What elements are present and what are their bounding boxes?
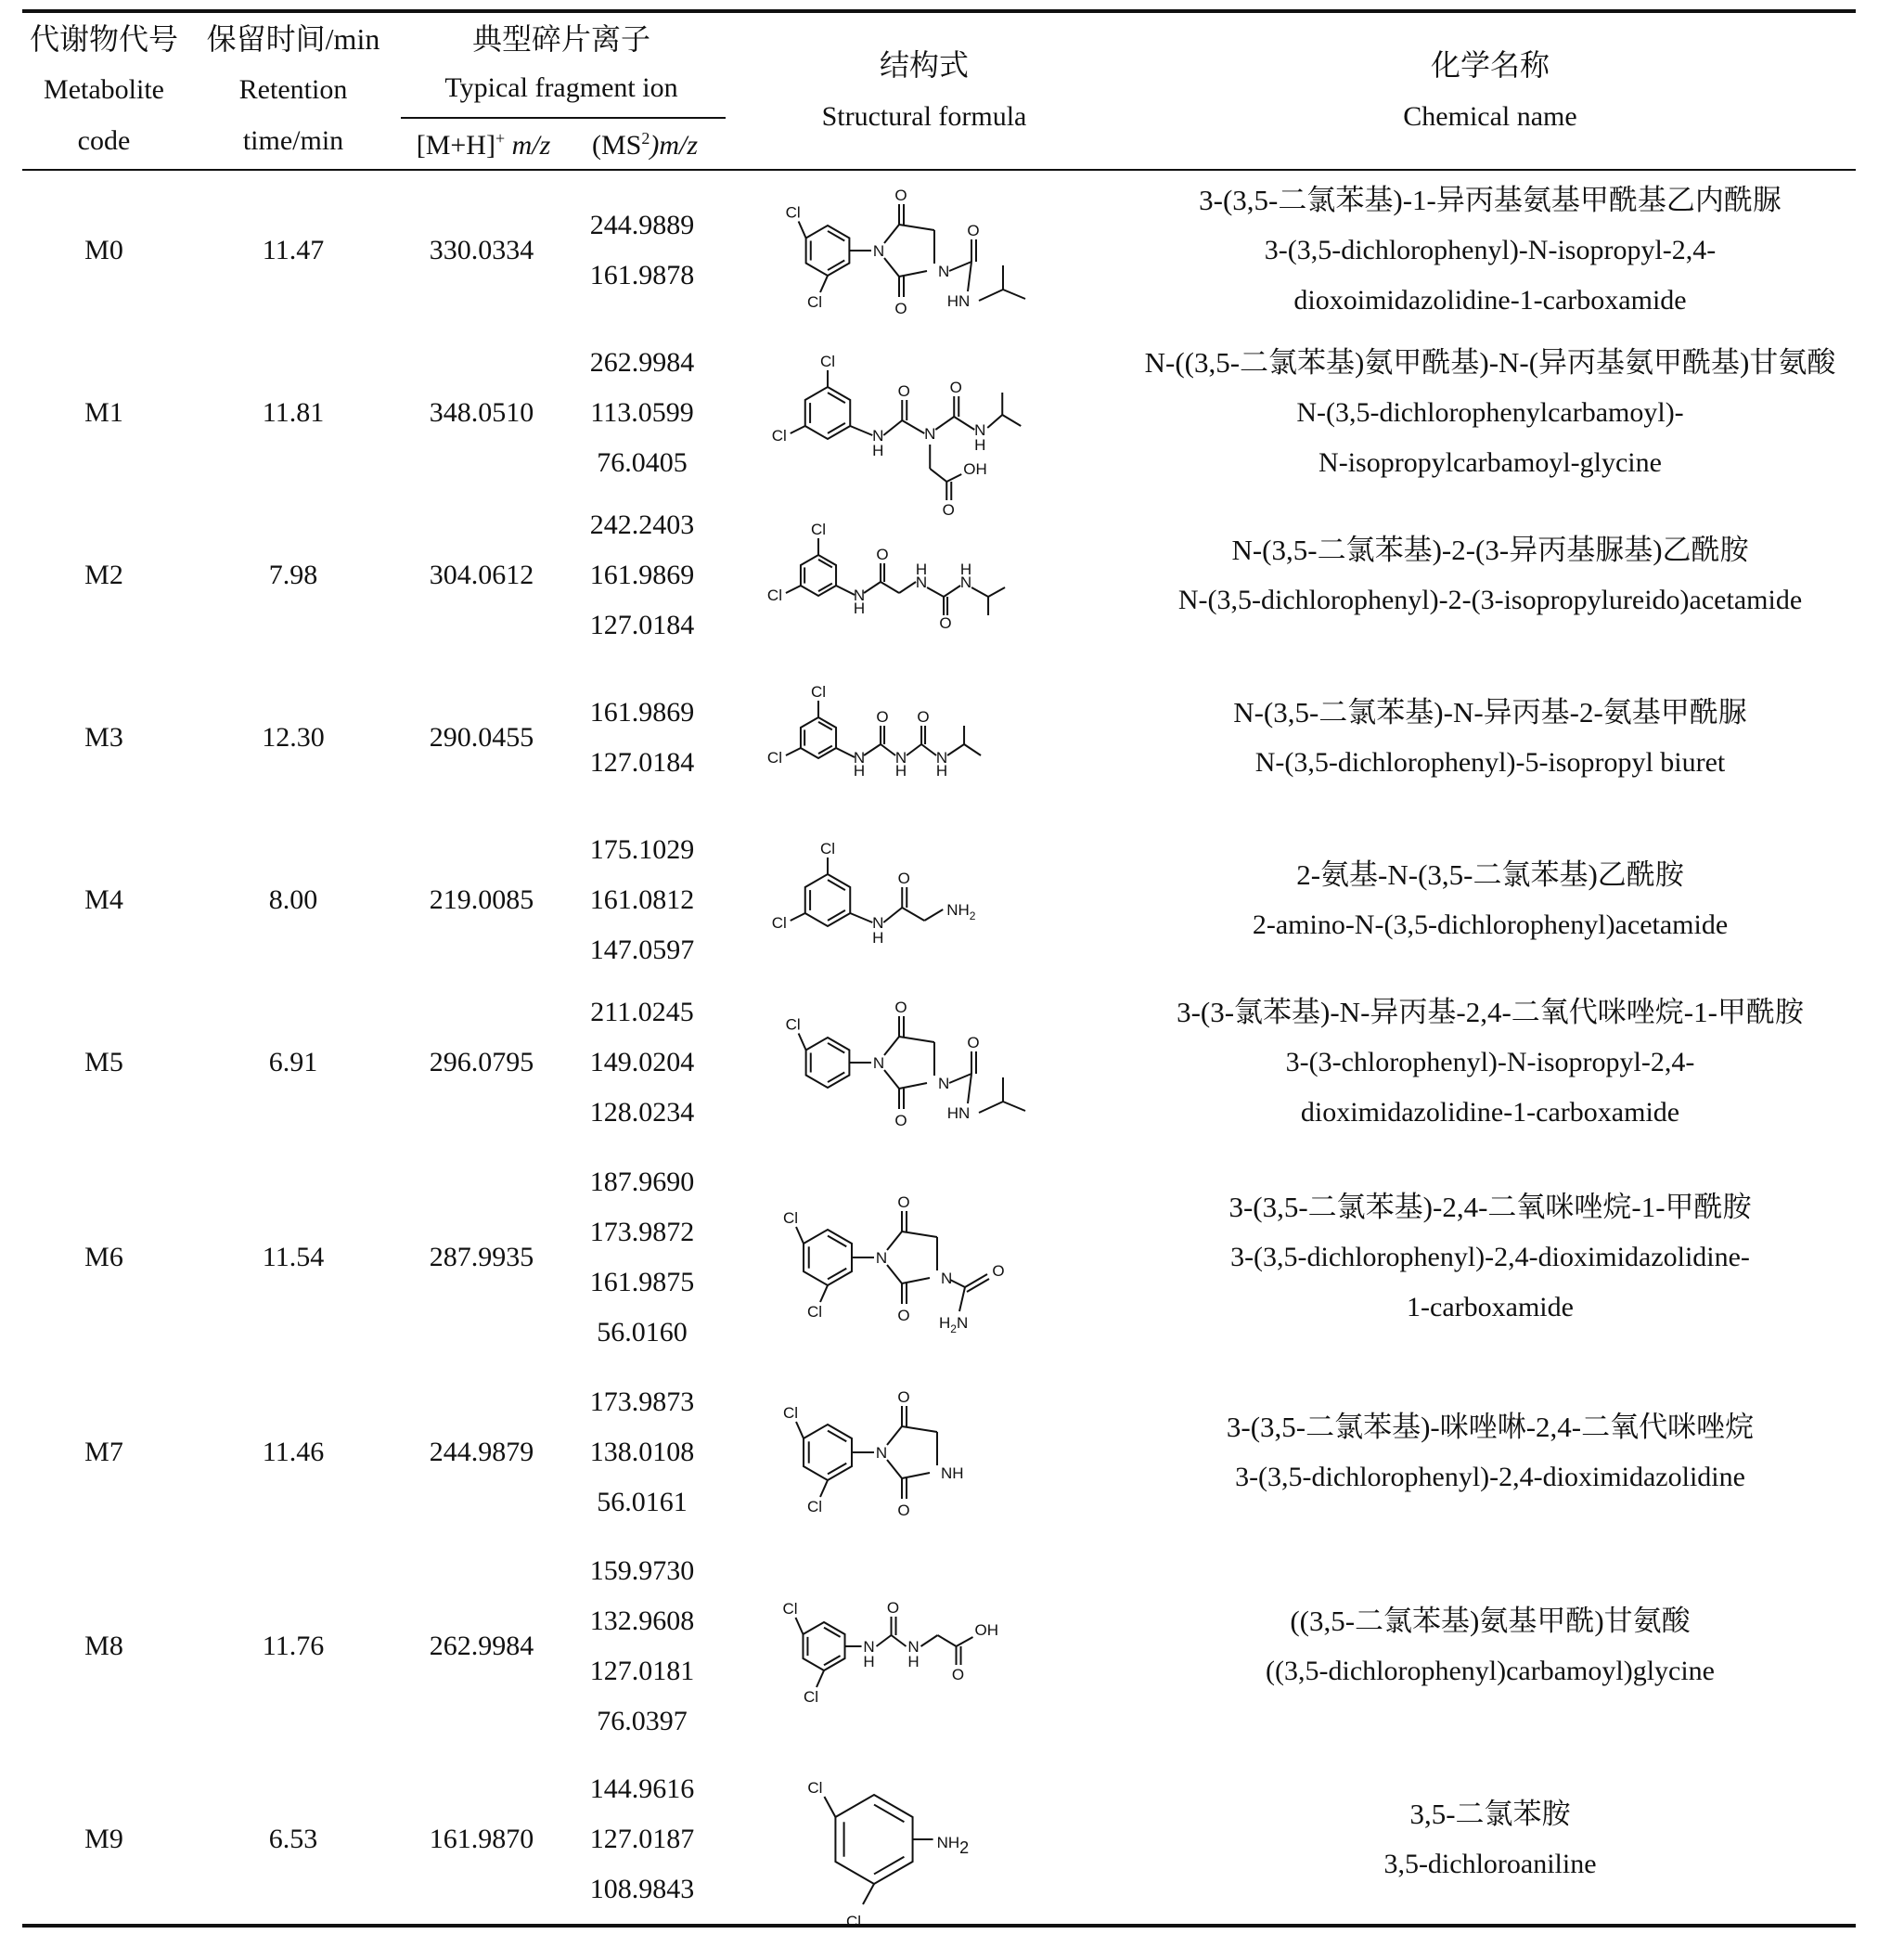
bond bbox=[791, 913, 805, 921]
atom-label: Cl bbox=[845, 1913, 862, 1930]
chemical-name-line: N-(3,5-dichlorophenyl)-5-isopropyl biuret bbox=[1254, 747, 1726, 778]
bond bbox=[979, 290, 1003, 301]
chemical-name-line: 3-(3,5-dichlorophenyl)-2,4-dioximidazolidine bbox=[1235, 1462, 1745, 1492]
bond bbox=[921, 744, 936, 755]
bond bbox=[820, 1285, 828, 1302]
benzene-ring bbox=[806, 226, 850, 276]
bond bbox=[938, 1635, 957, 1646]
structural-formula bbox=[766, 659, 1076, 817]
metabolite-code: M0 bbox=[84, 235, 123, 265]
chemical-name-line: 3-(3,5-dichlorophenyl)-N-isopropyl-2,4- bbox=[1264, 235, 1717, 265]
bond bbox=[902, 1278, 930, 1283]
benzene-ring bbox=[835, 1795, 912, 1884]
retention-time: 12.30 bbox=[262, 722, 325, 753]
atom-label: N bbox=[941, 1270, 953, 1287]
chemical-name-line: 3-(3-氯苯基)-N-异丙基-2,4-二氧代咪唑烷-1-甲酰胺 bbox=[1177, 996, 1804, 1028]
bond bbox=[988, 587, 1005, 597]
atom-label: O bbox=[894, 300, 907, 317]
atom-label: Cl bbox=[766, 587, 782, 604]
bond bbox=[968, 1074, 971, 1103]
atom-label: N bbox=[875, 1444, 888, 1462]
retention-time: 11.81 bbox=[262, 397, 325, 428]
ms2-fragment: 76.0405 bbox=[597, 447, 688, 478]
atom-label: $H_2N$ bbox=[939, 1314, 969, 1335]
ms2-fragment: 138.0108 bbox=[589, 1437, 695, 1467]
atom-label: H bbox=[959, 561, 972, 578]
chemical-name-line: 3,5-dichloroaniline bbox=[1383, 1849, 1597, 1879]
chemical-name-line: 3,5-二氯苯胺 bbox=[1409, 1798, 1571, 1830]
atom-label: Cl bbox=[766, 749, 782, 767]
retention-time: 11.46 bbox=[262, 1437, 325, 1467]
bond bbox=[799, 1034, 806, 1051]
chemical-name-line: 3-(3,5-二氯苯基)-1-异丙基氨基甲酰基乙内酰脲 bbox=[1199, 184, 1782, 216]
atom-label: OH bbox=[974, 1621, 999, 1639]
chemical-name-line: ((3,5-二氯苯基)氨基甲酰)甘氨酸 bbox=[1290, 1605, 1691, 1637]
double-bond bbox=[824, 1656, 841, 1665]
atom-label: Cl bbox=[782, 1404, 799, 1422]
bond bbox=[884, 1070, 899, 1089]
atom-label: N bbox=[853, 749, 866, 767]
bond bbox=[799, 222, 806, 239]
structural-formula bbox=[770, 821, 1076, 979]
bond bbox=[954, 417, 974, 430]
benzene-ring bbox=[801, 717, 836, 758]
structural-formula bbox=[770, 334, 1076, 519]
bond bbox=[979, 1102, 1003, 1113]
structural-formula bbox=[770, 172, 1076, 329]
bottom-rule bbox=[22, 1924, 1856, 1928]
ms2-fragment: 108.9843 bbox=[589, 1874, 695, 1904]
benzene-ring bbox=[803, 1622, 844, 1670]
atom-label: Cl bbox=[782, 1209, 799, 1227]
atom-label: N bbox=[924, 425, 936, 443]
structural-formula bbox=[770, 1760, 1076, 1930]
atom-label: H bbox=[853, 600, 866, 617]
metabolite-code: M6 bbox=[84, 1242, 123, 1272]
benzene-ring bbox=[801, 555, 836, 596]
ms2-fragment: 132.9608 bbox=[589, 1605, 695, 1636]
atom-label: O bbox=[876, 546, 889, 563]
header-name-cn: 化学名称 bbox=[1430, 48, 1550, 82]
atom-label: N bbox=[853, 587, 866, 604]
bond bbox=[949, 262, 971, 271]
mh-mz: 304.0612 bbox=[429, 560, 534, 590]
double-bond bbox=[828, 231, 844, 241]
bond bbox=[949, 1074, 971, 1083]
bond bbox=[899, 225, 934, 230]
double-bond bbox=[828, 423, 845, 433]
metabolite-code: M7 bbox=[84, 1437, 123, 1467]
atom-label: Cl bbox=[806, 1303, 823, 1321]
chemical-name-line: N-((3,5-二氯苯基)氨甲酰基)-N-(异丙基氨甲酰基)甘氨酸 bbox=[1144, 346, 1836, 379]
bond bbox=[836, 586, 855, 595]
atom-label: H bbox=[872, 929, 884, 947]
header-retention-cn: 保留时间/min bbox=[206, 22, 380, 56]
bond bbox=[921, 1635, 938, 1646]
retention-time: 7.98 bbox=[268, 560, 318, 590]
double-bond bbox=[818, 560, 832, 568]
bond bbox=[850, 913, 872, 922]
double-bond bbox=[828, 1269, 846, 1280]
atom-label: O bbox=[897, 382, 910, 400]
retention-time: 6.91 bbox=[268, 1047, 318, 1077]
structural-formula bbox=[766, 496, 1076, 654]
structural-formula bbox=[770, 984, 1076, 1141]
ms2-fragment: 161.9869 bbox=[589, 697, 695, 728]
double-bond bbox=[818, 722, 832, 730]
benzene-ring bbox=[806, 1038, 850, 1088]
header-mh-mz: [M+H]+ m/z bbox=[416, 129, 551, 161]
mh-mz: 330.0334 bbox=[429, 235, 534, 265]
chemical-name-line: N-(3,5-dichlorophenyl)-2-(3-isopropylureido)acetamide bbox=[1177, 585, 1803, 615]
atom-label: Cl bbox=[807, 1779, 823, 1797]
atom-label: HN bbox=[946, 292, 971, 310]
atom-label: O bbox=[894, 1112, 907, 1129]
mh-mz: 287.9935 bbox=[429, 1242, 534, 1272]
atom-label: N bbox=[974, 421, 986, 439]
header-name-en: Chemical name bbox=[1403, 101, 1577, 132]
bond bbox=[927, 587, 944, 597]
benzene-ring bbox=[805, 874, 850, 926]
atom-label: H bbox=[853, 762, 866, 780]
atom-label: N bbox=[872, 1054, 885, 1072]
bond bbox=[959, 1287, 965, 1311]
ms2-fragment: 127.0184 bbox=[589, 610, 695, 640]
bond bbox=[887, 1231, 902, 1250]
bond bbox=[864, 744, 881, 755]
bond bbox=[967, 1279, 989, 1292]
metabolite-code: M5 bbox=[84, 1047, 123, 1077]
bond bbox=[887, 1426, 902, 1445]
atom-label: Cl bbox=[806, 293, 823, 311]
atom-label: O bbox=[897, 1307, 910, 1324]
header-code-en2: code bbox=[77, 125, 131, 156]
bond bbox=[924, 909, 943, 921]
bond bbox=[881, 582, 899, 593]
header-ms2-mz: $(MS^2)m/z$ bbox=[591, 129, 699, 161]
bond bbox=[795, 1618, 803, 1634]
bond bbox=[957, 1637, 973, 1646]
ms2-fragment: 161.0812 bbox=[589, 884, 695, 915]
atom-label: Cl bbox=[785, 203, 801, 222]
benzene-ring bbox=[804, 1425, 852, 1480]
ms2-fragment: 211.0245 bbox=[590, 997, 694, 1027]
retention-time: 11.54 bbox=[262, 1242, 325, 1272]
atom-label: O bbox=[949, 379, 962, 396]
atom-label: Cl bbox=[819, 840, 836, 858]
double-bond bbox=[828, 910, 845, 921]
bond bbox=[935, 417, 954, 430]
chemical-name-line: ((3,5-dichlorophenyl)carbamoyl)glycine bbox=[1266, 1656, 1715, 1686]
double-bond bbox=[818, 584, 832, 592]
atom-label: O bbox=[894, 187, 907, 204]
bond bbox=[930, 469, 946, 482]
bond bbox=[786, 748, 801, 755]
bond bbox=[902, 1473, 930, 1478]
double-bond bbox=[874, 1805, 904, 1823]
atom-label: H bbox=[863, 1653, 875, 1670]
mh-mz: 219.0085 bbox=[429, 884, 534, 915]
atom-label: N bbox=[938, 1075, 950, 1092]
metabolite-code: M4 bbox=[84, 884, 123, 915]
ms2-fragment: 144.9616 bbox=[589, 1773, 695, 1804]
atom-label: N bbox=[915, 574, 928, 591]
atom-label: O bbox=[992, 1262, 1005, 1280]
benzene-ring bbox=[804, 1230, 852, 1285]
atom-label: N bbox=[935, 749, 948, 767]
atom-label: H bbox=[974, 436, 986, 454]
bond bbox=[964, 744, 981, 755]
atom-label: H bbox=[872, 442, 884, 459]
atom-label: H bbox=[935, 762, 948, 780]
ms2-fragment: 147.0597 bbox=[589, 935, 695, 965]
atom-label: N bbox=[872, 242, 885, 260]
mh-mz: 262.9984 bbox=[429, 1631, 534, 1661]
bond bbox=[850, 426, 872, 435]
bond bbox=[796, 1422, 804, 1438]
mh-mz: 290.0455 bbox=[429, 722, 534, 753]
bond bbox=[899, 1037, 934, 1042]
double-bond bbox=[828, 1464, 846, 1475]
header-code-cn: 代谢物代号 bbox=[29, 22, 179, 56]
atom-label: Cl bbox=[806, 1498, 823, 1515]
bond bbox=[944, 586, 960, 597]
atom-label: O bbox=[967, 222, 980, 239]
atom-label: Cl bbox=[785, 1015, 801, 1034]
atom-label: N bbox=[894, 749, 907, 767]
atom-label: O bbox=[939, 614, 952, 632]
atom-label: N bbox=[907, 1638, 920, 1656]
atom-label: Cl bbox=[810, 683, 827, 701]
atom-label: NH2 bbox=[936, 1834, 970, 1857]
bond bbox=[863, 1884, 874, 1904]
chemical-name-line: N-isopropylcarbamoyl-glycine bbox=[1318, 447, 1662, 478]
ms2-fragment: 149.0204 bbox=[589, 1047, 695, 1077]
header-bottom-rule bbox=[22, 169, 1856, 171]
header-structure-cn: 结构式 bbox=[879, 48, 970, 82]
double-bond bbox=[824, 1628, 841, 1637]
metabolite-code: M1 bbox=[84, 397, 123, 428]
atom-label: OH bbox=[963, 460, 987, 478]
atom-label: O bbox=[967, 1034, 980, 1051]
double-bond bbox=[818, 746, 832, 754]
ms2-fragment: 161.9878 bbox=[589, 260, 695, 290]
atom-label: $NH_2$ bbox=[946, 901, 976, 922]
chemical-name-line: 3-(3,5-二氯苯基)-咪唑啉-2,4-二氧代咪唑烷 bbox=[1226, 1411, 1755, 1443]
atom-label: O bbox=[942, 501, 955, 519]
ms2-fragment: 76.0397 bbox=[597, 1706, 688, 1736]
header-structure-en: Structural formula bbox=[821, 101, 1027, 132]
structural-formula bbox=[770, 1179, 1076, 1336]
top-rule bbox=[22, 9, 1856, 13]
atom-label: N bbox=[938, 263, 950, 280]
bond bbox=[899, 1083, 927, 1089]
retention-time: 11.47 bbox=[262, 235, 325, 265]
retention-time: 8.00 bbox=[268, 884, 318, 915]
structural-formula bbox=[770, 1373, 1076, 1531]
bond bbox=[902, 908, 924, 921]
ms2-fragment: 161.9869 bbox=[589, 560, 695, 590]
atom-label: Cl bbox=[803, 1688, 819, 1706]
bond bbox=[887, 1460, 902, 1478]
header-fragment-en: Typical fragment ion bbox=[444, 72, 678, 103]
ms2-fragment: 173.9872 bbox=[589, 1217, 695, 1247]
mh-mz: 348.0510 bbox=[429, 397, 534, 428]
bond bbox=[907, 744, 921, 755]
benzene-ring bbox=[805, 387, 850, 439]
bond bbox=[947, 744, 964, 755]
atom-label: O bbox=[897, 1193, 910, 1211]
bond bbox=[892, 1635, 907, 1646]
mh-mz: 161.9870 bbox=[429, 1824, 534, 1854]
ms2-fragment: 113.0599 bbox=[590, 397, 694, 428]
bond bbox=[1002, 415, 1021, 426]
double-bond bbox=[828, 1236, 846, 1247]
atom-label: Cl bbox=[771, 914, 787, 932]
atom-label: Cl bbox=[771, 427, 787, 445]
bond bbox=[887, 1265, 902, 1283]
header-fragment-cn: 典型碎片离子 bbox=[471, 22, 651, 56]
ms2-fragment: 127.0187 bbox=[589, 1824, 695, 1854]
atom-label: HN bbox=[946, 1104, 971, 1122]
bond bbox=[899, 582, 916, 593]
retention-time: 6.53 bbox=[268, 1824, 318, 1854]
atom-label: Cl bbox=[782, 1600, 798, 1618]
mh-mz: 244.9879 bbox=[429, 1437, 534, 1467]
bond bbox=[864, 582, 881, 593]
ms2-fragment: 127.0181 bbox=[589, 1656, 695, 1686]
ms2-fragment: 262.9984 bbox=[589, 347, 695, 378]
chemical-name-line: 3-(3,5-dichlorophenyl)-2,4-dioximidazolidine- bbox=[1230, 1242, 1750, 1272]
header-code-en1: Metabolite bbox=[44, 74, 164, 105]
atom-label: O bbox=[897, 1388, 910, 1406]
double-bond bbox=[874, 1857, 904, 1875]
ms2-fragment: 56.0160 bbox=[597, 1317, 688, 1348]
bond bbox=[817, 1670, 824, 1687]
chemical-name-line: N-(3,5-dichlorophenylcarbamoyl)- bbox=[1296, 397, 1684, 428]
atom-label: O bbox=[897, 870, 910, 887]
bond bbox=[950, 1280, 965, 1287]
bond bbox=[884, 258, 899, 277]
atom-label: H bbox=[915, 561, 928, 578]
bond bbox=[1003, 290, 1025, 299]
bond bbox=[883, 908, 902, 922]
ms2-fragment: 244.9889 bbox=[589, 210, 695, 240]
ms2-fragment: 127.0184 bbox=[589, 747, 695, 778]
atom-label: O bbox=[894, 999, 907, 1016]
retention-time: 11.76 bbox=[262, 1631, 325, 1661]
atom-label: O bbox=[897, 1502, 910, 1519]
atom-label: O bbox=[876, 708, 889, 726]
header-retention-en2: time/min bbox=[242, 125, 344, 156]
bond bbox=[902, 1426, 937, 1432]
chemical-name-line: 3-(3,5-二氯苯基)-2,4-二氧咪唑烷-1-甲酰胺 bbox=[1228, 1191, 1752, 1223]
chemical-name-line: N-(3,5-二氯苯基)-2-(3-异丙基脲基)乙酰胺 bbox=[1231, 534, 1749, 566]
ms2-fragment: 175.1029 bbox=[589, 834, 695, 865]
bond bbox=[836, 748, 855, 757]
double-bond bbox=[828, 261, 844, 271]
fragment-subheader-rule bbox=[401, 117, 726, 119]
ms2-fragment: 128.0234 bbox=[589, 1097, 695, 1128]
ms2-fragment: 173.9873 bbox=[589, 1386, 695, 1417]
atom-label: N bbox=[875, 1249, 888, 1267]
metabolite-code: M2 bbox=[84, 560, 123, 590]
chemical-name-line: 2-氨基-N-(3,5-二氯苯基)乙酰胺 bbox=[1296, 858, 1684, 891]
bond bbox=[877, 1635, 892, 1646]
bond bbox=[881, 744, 895, 755]
metabolite-code: M3 bbox=[84, 722, 123, 753]
bond bbox=[791, 426, 805, 433]
bond bbox=[965, 1274, 987, 1287]
bond bbox=[946, 474, 961, 482]
double-bond bbox=[828, 1073, 844, 1083]
bond bbox=[786, 586, 801, 593]
atom-label: N bbox=[872, 427, 884, 445]
chemical-name-line: dioximidazolidine-1-carboxamide bbox=[1300, 1097, 1680, 1128]
bond bbox=[824, 1797, 835, 1817]
bond bbox=[796, 1227, 804, 1244]
bond bbox=[987, 415, 1002, 428]
chemical-name-line: 2-amino-N-(3,5-dichlorophenyl)acetamide bbox=[1252, 909, 1729, 940]
bond bbox=[820, 1480, 828, 1497]
atom-label: Cl bbox=[819, 353, 836, 370]
metabolite-code: M9 bbox=[84, 1824, 123, 1854]
double-bond bbox=[828, 1431, 846, 1442]
double-bond bbox=[828, 1043, 844, 1053]
double-bond bbox=[828, 393, 845, 403]
structural-formula bbox=[770, 1567, 1076, 1725]
mh-mz: 296.0795 bbox=[429, 1047, 534, 1077]
header-retention-en1: Retention bbox=[238, 74, 348, 105]
atom-label: Cl bbox=[810, 521, 827, 538]
atom-label: NH bbox=[941, 1464, 964, 1482]
atom-label: H bbox=[894, 762, 907, 780]
chemical-name-line: 1-carboxamide bbox=[1407, 1292, 1574, 1322]
ms2-fragment: 161.9875 bbox=[589, 1267, 695, 1297]
bond bbox=[902, 420, 924, 433]
chemical-name-line: N-(3,5-二氯苯基)-N-异丙基-2-氨基甲酰脲 bbox=[1233, 696, 1747, 729]
ms2-fragment: 56.0161 bbox=[597, 1487, 688, 1517]
ms2-fragment: 187.9690 bbox=[589, 1167, 695, 1197]
bond bbox=[902, 1231, 937, 1237]
atom-label: N bbox=[872, 914, 884, 932]
metabolite-code: M8 bbox=[84, 1631, 123, 1661]
atom-label: O bbox=[917, 708, 930, 726]
atom-label: H bbox=[907, 1653, 920, 1670]
ms2-fragment: 242.2403 bbox=[589, 509, 695, 540]
atom-label: O bbox=[951, 1666, 965, 1683]
atom-label: N bbox=[863, 1638, 875, 1656]
bond bbox=[820, 276, 828, 292]
bond bbox=[968, 262, 971, 291]
chemical-name-line: 3-(3-chlorophenyl)-N-isopropyl-2,4- bbox=[1285, 1047, 1695, 1077]
bond bbox=[971, 587, 988, 597]
bond bbox=[883, 420, 902, 435]
bond bbox=[884, 225, 899, 243]
ms2-fragment: 159.9730 bbox=[589, 1555, 695, 1586]
bond bbox=[1003, 1102, 1025, 1111]
bond bbox=[884, 1037, 899, 1055]
atom-label: O bbox=[886, 1599, 900, 1617]
double-bond bbox=[828, 880, 845, 890]
chemical-name-line: dioxoimidazolidine-1-carboxamide bbox=[1293, 285, 1687, 316]
atom-label: N bbox=[959, 574, 972, 591]
bond bbox=[899, 271, 927, 277]
